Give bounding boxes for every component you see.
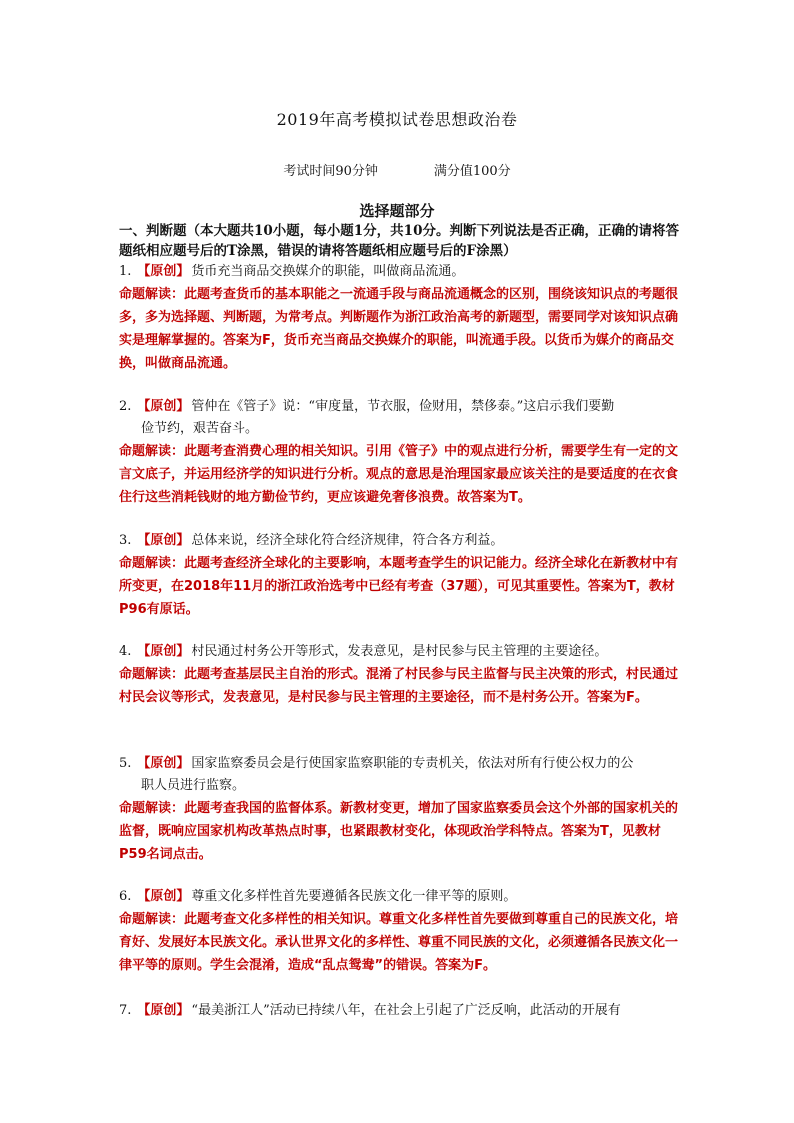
question-6 — [119, 886, 685, 908]
analysis-3: 命题解读：此题考查经济全球化的主要影响，本题考查学生的识记能力。经济全球化在新教材中有所变更，在2018年11月的浙江政治选考中已经有考查（37题），可见其重要性。答案为T，教材P96有原话。 — [119, 556, 679, 617]
document-title: 2019年高考模拟试卷思想政治卷 — [276, 110, 518, 129]
question-text: “最美浙江人”活动已持续八年，在社会上引起了广泛反响，此活动的开展有 — [191, 1003, 621, 1018]
question-number: 1. — [119, 264, 132, 279]
section-heading: 选择题部分 — [359, 202, 435, 220]
analysis-5: 命题解读：此题考查我国的监督体系。新教材变更，增加了国家监察委员会这个外部的国家机关的监督，既响应国家机构改革热点时事，也紧跟教材变化，体现政治学科特点。答案为T，见教材P59名词点击。 — [119, 801, 679, 862]
question-number: 7. — [119, 1003, 132, 1018]
instructions: 一、判断题（本大题共10小题，每小题1分，共10分。判断下列说法是否正确，正确的请将答题纸相应题号后的T涂黑，错误的请将答题纸相应题号后的F涂黑） — [119, 223, 679, 259]
exam-time: 考试时间90分钟 — [283, 164, 378, 179]
question-number: 4. — [119, 644, 132, 659]
question-2 — [119, 396, 685, 440]
original-tag: 【原创】 — [137, 399, 190, 414]
question-5 — [119, 753, 685, 797]
question-number: 5. — [119, 756, 132, 771]
analysis-4: 命题解读：此题考查基层民主自治的形式。混淆了村民参与民主监督与民主决策的形式，村民通过村民会议等形式，发表意见，是村民参与民主管理的主要途径，而不是村务公开。答案为F。 — [119, 667, 679, 705]
question-1 — [119, 261, 685, 283]
question-text-continued: 俭节约，艰苦奋斗。 — [141, 421, 259, 436]
full-score: 满分值100分 — [433, 164, 511, 179]
original-tag: 【原创】 — [137, 756, 190, 771]
question-3 — [119, 530, 685, 552]
question-number: 6. — [119, 889, 132, 904]
original-tag: 【原创】 — [137, 264, 190, 279]
question-number: 3. — [119, 533, 132, 548]
question-text: 村民通过村务公开等形式，发表意见，是村民参与民主管理的主要途径。 — [191, 644, 608, 659]
question-text: 国家监察委员会是行使国家监察职能的专责机关，依法对所有行使公权力的公 — [191, 756, 634, 771]
question-number: 2. — [119, 399, 132, 414]
original-tag: 【原创】 — [137, 533, 190, 548]
question-4 — [119, 641, 685, 663]
question-text: 管仲在《管子》说：“审度量，节衣服，俭财用，禁侈泰。”这启示我们要勤 — [191, 399, 615, 414]
analysis-2: 命题解读：此题考查消费心理的相关知识。引用《管子》中的观点进行分析，需要学生有一定的文言文底子，并运用经济学的知识进行分析。观点的意思是治理国家最应该关注的是要适度的在衣食住行这些消耗钱财的地方勤俭节约，更应该避免奢侈浪费。故答案为T。 — [119, 444, 679, 505]
question-text-continued: 职人员进行监察。 — [141, 778, 246, 793]
question-7 — [119, 1000, 685, 1022]
original-tag: 【原创】 — [137, 644, 190, 659]
question-text: 总体来说，经济全球化符合经济规律，符合各方利益。 — [191, 533, 504, 548]
analysis-6: 命题解读：此题考查文化多样性的相关知识。尊重文化多样性首先要做到尊重自己的民族文化，培育好、发展好本民族文化。承认世界文化的多样性、尊重不同民族的文化，必须遵循各民族文化一律平等的原则。学生会混淆，造成“乱点鸳鸯”的错误。答案为F。 — [119, 912, 679, 973]
original-tag: 【原创】 — [137, 1003, 190, 1018]
analysis-1: 命题解读：此题考查货币的基本职能之一流通手段与商品流通概念的区别，围绕该知识点的考题很多，多为选择题、判断题，为常考点。判断题作为浙江政治高考的新题型，需要同学对该知识点确实是理解掌握的。答案为F，货币充当商品交换媒介的职能，叫流通手段。以货币为媒介的商品交换，叫做商品流通。 — [119, 287, 679, 371]
exam-meta — [0, 160, 794, 179]
original-tag: 【原创】 — [137, 889, 190, 904]
question-text: 尊重文化多样性首先要遵循各民族文化一律平等的原则。 — [191, 889, 517, 904]
question-text: 货币充当商品交换媒介的职能，叫做商品流通。 — [191, 264, 465, 279]
